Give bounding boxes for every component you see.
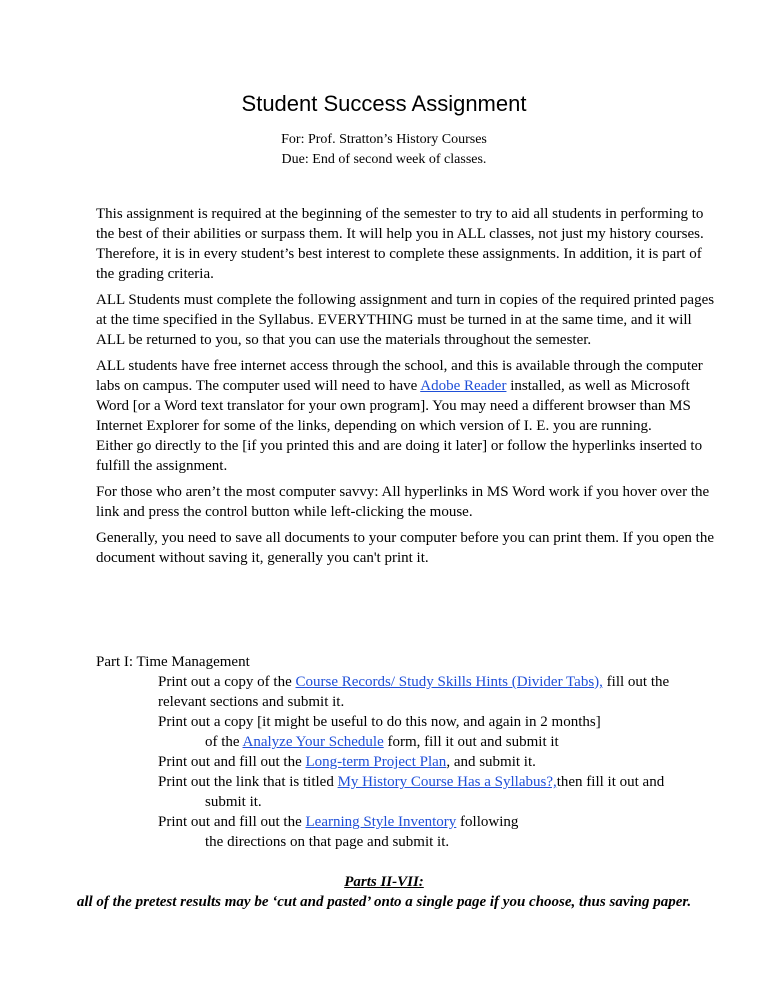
parts-note: all of the pretest results may be ‘cut and pasted’ onto a single page if you choose, thus saving paper.	[76, 894, 692, 910]
paragraph-line: Internet Explorer for some of the links, depending on which version of I. E. you are running.	[96, 418, 652, 434]
text-segment: labs on campus. The computer used will need to have	[96, 378, 421, 394]
syllabus-link[interactable]: My History Course Has a Syllabus?,	[337, 774, 557, 790]
text-segment: Print out and fill out the	[158, 814, 306, 830]
paragraph-line: ALL Students must complete the following assignment and turn in copies of the required printed pages	[96, 292, 715, 308]
paragraph-line: Word [or a Word text translator for your own program]. You may need a different browser than MS	[96, 398, 691, 414]
paragraph-line: Either go directly to the [if you printed this and are doing it later] or follow the hyperlinks inserted to	[96, 438, 703, 454]
paragraph-line: For those who aren’t the most computer savvy: All hyperlinks in MS Word work if you hover over the	[96, 484, 710, 500]
text-segment: Print out the link that is titled	[158, 774, 338, 790]
paragraph-line: This assignment is required at the beginning of the semester to try to aid all students in performing to	[96, 206, 704, 222]
text-segment: of the	[205, 734, 243, 750]
paragraph-line: link and press the control button while left-clicking the mouse.	[96, 504, 473, 520]
text-segment: installed, as well as Microsoft	[506, 378, 690, 394]
parts-heading	[0, 872, 768, 892]
part1-item-schedule-cont	[205, 732, 559, 752]
paragraph-line: the best of their abilities or surpass them. It will help you in ALL classes, not just my history courses.	[96, 226, 704, 242]
text-segment: then fill it out and	[556, 774, 665, 790]
for-line: For: Prof. Stratton’s History Courses	[281, 132, 487, 147]
due-line: Due: End of second week of classes.	[281, 152, 487, 167]
paragraph-line	[96, 376, 690, 396]
part1-item-learning-style-cont: the directions on that page and submit it.	[205, 834, 450, 850]
part1-item-divider-tabs	[158, 672, 669, 692]
paragraph-line: ALL students have free internet access through the school, and this is available through the computer	[96, 358, 703, 374]
course-records-link[interactable]: Course Records/ Study Skills Hints (Divider Tabs),	[295, 674, 603, 690]
part1-item-learning-style	[158, 812, 518, 832]
part1-item-divider-tabs-cont: relevant sections and submit it.	[158, 694, 345, 710]
text-segment: Print out a copy of the	[158, 674, 296, 690]
save-tip-paragraph	[96, 528, 715, 568]
text-segment: form, fill it out and submit it	[383, 734, 559, 750]
paragraph-line: at the time specified in the Syllabus. EVERYTHING must be turned in at the same time, and it will	[96, 312, 692, 328]
part1-heading: Part I: Time Management	[96, 654, 250, 670]
internet-access-paragraph	[96, 356, 703, 476]
intro-paragraph	[96, 204, 704, 284]
paragraph-line: the grading criteria.	[96, 266, 214, 282]
text-segment: , and submit it.	[446, 754, 536, 770]
paragraph-line: Therefore, it is in every student’s best interest to complete these assignments. In addition, it is part of	[96, 246, 702, 262]
adobe-reader-link[interactable]: Adobe Reader	[420, 378, 507, 394]
part1-item-syllabus-cont: submit it.	[205, 794, 262, 810]
text-segment: fill out the	[602, 674, 670, 690]
text-segment: Print out and fill out the	[158, 754, 306, 770]
paragraph-line: document without saving it, generally you can't print it.	[96, 550, 429, 566]
paragraph-line: fulfill the assignment.	[96, 458, 228, 474]
document-title: Student Success Assignment	[241, 91, 527, 116]
requirements-paragraph	[96, 290, 715, 350]
hyperlink-tip-paragraph	[96, 482, 710, 522]
learning-style-inventory-link[interactable]: Learning Style Inventory	[305, 814, 457, 830]
part1-item-syllabus	[158, 772, 664, 792]
part1-item-project-plan	[158, 752, 536, 772]
part1-item-schedule: Print out a copy [it might be useful to do this now, and again in 2 months]	[158, 714, 601, 730]
long-term-project-plan-link[interactable]: Long-term Project Plan	[305, 754, 447, 770]
paragraph-line: ALL be returned to you, so that you can use the materials throughout the semester.	[96, 332, 592, 348]
analyze-schedule-link[interactable]: Analyze Your Schedule	[242, 734, 384, 750]
paragraph-line: Generally, you need to save all documents to your computer before you can print them. If you open the	[96, 530, 715, 546]
text-segment: following	[456, 814, 519, 830]
parts-heading-text: Parts II-VII:	[344, 874, 424, 890]
